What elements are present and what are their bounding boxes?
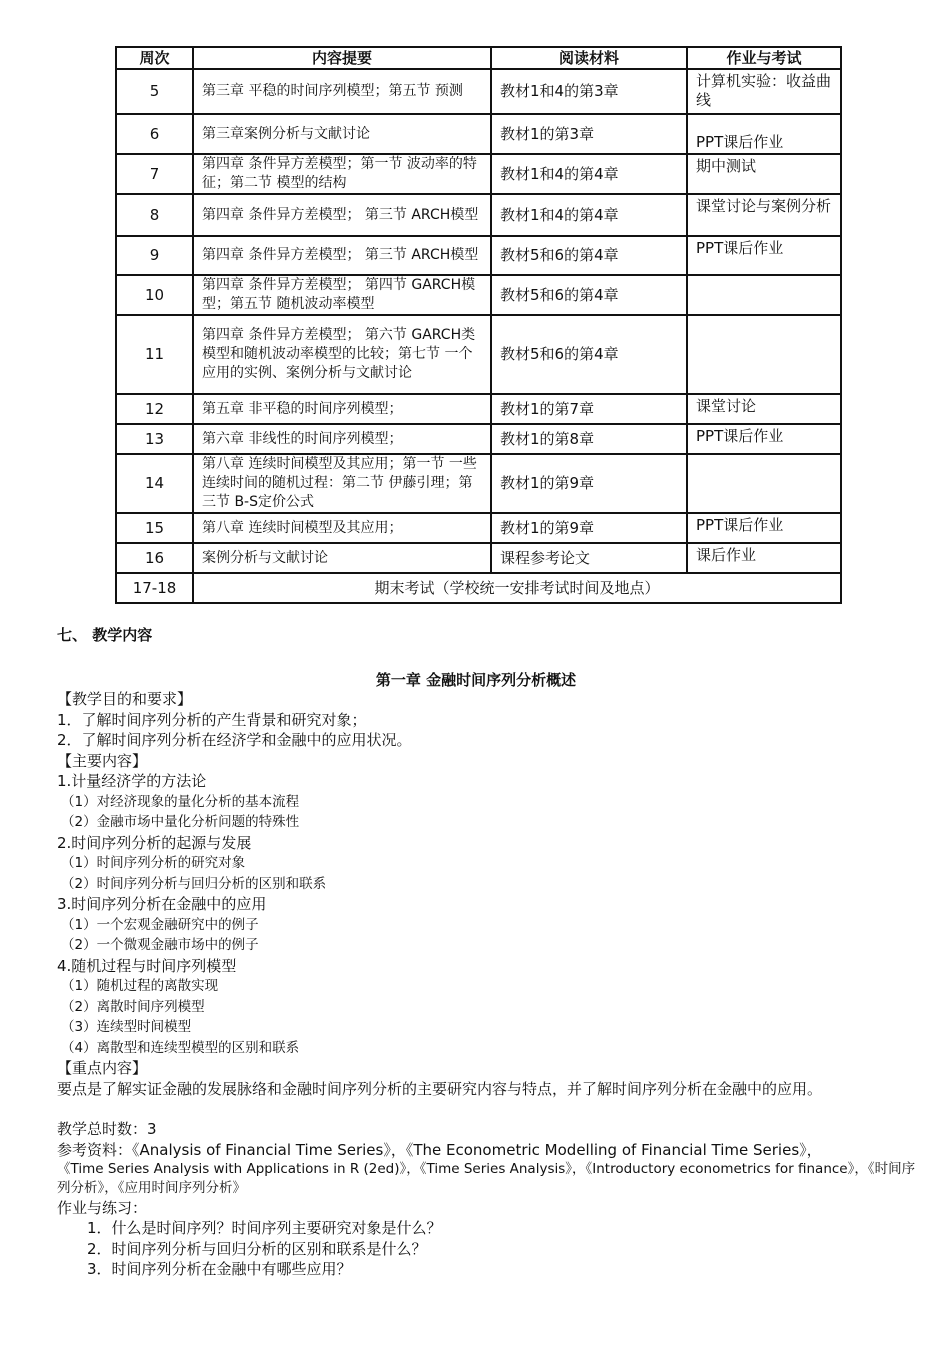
week-cell: 14: [116, 454, 193, 513]
homework-cell: [687, 454, 841, 513]
week-cell: 15: [116, 513, 193, 543]
key-content-text: 要点是了解实证金融的发展脉络和金融时间序列分析的主要研究内容与特点，并了解时间序列分析在金融中的应用。: [57, 1079, 823, 1098]
homework-cell: 期中测试: [687, 154, 841, 194]
objective-item: 2．了解时间序列分析在经济学和金融中的应用状况。: [57, 731, 412, 749]
week-cell: 6: [116, 114, 193, 154]
reading-cell: 教材1的第9章: [491, 454, 687, 513]
homework-cell: [687, 275, 841, 315]
table-row: [116, 543, 841, 573]
content-cell: 第五章 非平稳的时间序列模型；: [193, 394, 491, 424]
table-row: [116, 394, 841, 424]
reading-cell: 教材1和4的第4章: [491, 194, 687, 236]
week-cell: 7: [116, 154, 193, 194]
spacer: [57, 1099, 917, 1119]
content-cell: 第三章案例分析与文献讨论: [193, 114, 491, 154]
content-cell: 第四章 条件异方差模型； 第三节 ARCH模型: [193, 194, 491, 236]
total-hours: 教学总时数：3: [57, 1120, 157, 1138]
reading-cell: 教材1的第3章: [491, 114, 687, 154]
content-cell: 第三章 平稳的时间序列模型；第五节 预测: [193, 69, 491, 114]
table-row: [116, 275, 841, 315]
content-cell: 第四章 条件异方差模型； 第三节 ARCH模型: [193, 236, 491, 275]
main-topic: 4.随机过程与时间序列模型: [57, 956, 237, 975]
content-cell: 案例分析与文献讨论: [193, 543, 491, 573]
objectives-label: 【教学目的和要求】: [57, 690, 193, 708]
homework-cell: PPT课后作业: [687, 236, 841, 275]
exercises-label: 作业与练习：: [57, 1198, 148, 1217]
section-heading: 七、 教学内容: [57, 626, 153, 644]
exercise-item: 1．什么是时间序列？时间序列主要研究对象是什么？: [87, 1219, 442, 1237]
reading-cell: 教材1的第8章: [491, 424, 687, 454]
week-cell: 5: [116, 69, 193, 114]
homework-cell: 课堂讨论: [687, 394, 841, 424]
main-subtopic: （1）一个宏观金融研究中的例子: [61, 916, 259, 933]
week-cell: 10: [116, 275, 193, 315]
final-exam-cell: 期末考试（学校统一安排考试时间及地点）: [193, 573, 841, 603]
content-cell: 第四章 条件异方差模型；第一节 波动率的特征；第二节 模型的结构: [193, 154, 491, 194]
week-cell: 13: [116, 424, 193, 454]
exercise-item: 2．时间序列分析与回归分析的区别和联系是什么？: [87, 1239, 427, 1258]
content-cell: 第八章 连续时间模型及其应用；第一节 一些连续时间的随机过程：第二节 伊藤引理；第三节 B-S定价公式: [193, 454, 491, 513]
reading-cell: 教材1和4的第4章: [491, 154, 687, 194]
homework-cell: 计算机实验：收益曲线: [687, 69, 841, 114]
exercise-item: 3．时间序列分析在金融中有哪些应用？: [87, 1260, 352, 1278]
table-row: [116, 194, 841, 236]
main-subtopic: （1）对经济现象的量化分析的基本流程: [61, 793, 300, 810]
week-cell: 9: [116, 236, 193, 275]
homework-cell: PPT课后作业: [687, 424, 841, 454]
main-subtopic: （2）金融市场中量化分析问题的特殊性: [61, 814, 300, 830]
main-subtopic: （1）随机过程的离散实现: [61, 978, 219, 994]
week-cell: 16: [116, 543, 193, 573]
content-cell: 第四章 条件异方差模型； 第四节 GARCH模型；第五节 随机波动率模型: [193, 275, 491, 315]
main-subtopic: （2）离散时间序列模型: [61, 998, 205, 1015]
header-reading: 阅读材料: [491, 47, 687, 69]
week-cell: 17-18: [116, 573, 193, 603]
table-header-row: [116, 47, 841, 69]
main-topic: 3.时间序列分析在金融中的应用: [57, 895, 267, 913]
main-subtopic: （2）一个微观金融市场中的例子: [61, 937, 259, 953]
homework-cell: 课后作业: [687, 543, 841, 573]
table-row: [116, 424, 841, 454]
table-row-final-exam: [116, 573, 841, 603]
table-row: [116, 69, 841, 114]
table-row: [116, 315, 841, 394]
homework-cell: 课堂讨论与案例分析: [687, 194, 841, 236]
header-homework: 作业与考试: [687, 47, 841, 69]
content-cell: 第四章 条件异方差模型； 第六节 GARCH类模型和随机波动率模型的比较；第七节 一个应用的实例、案例分析与文献讨论: [193, 315, 491, 394]
key-content-label: 【重点内容】: [57, 1059, 148, 1077]
table-row: [116, 454, 841, 513]
main-subtopic: （1）时间序列分析的研究对象: [61, 855, 246, 871]
main-subtopic: （2）时间序列分析与回归分析的区别和联系: [61, 875, 327, 892]
content-cell: 第八章 连续时间模型及其应用；: [193, 513, 491, 543]
week-cell: 11: [116, 315, 193, 394]
references-line: 参考资料：《Analysis of Financial Time Series》，《The Econometric Modelling of Financial Time Series》，: [57, 1140, 822, 1159]
reading-cell: 教材1的第9章: [491, 513, 687, 543]
table-row: [116, 513, 841, 543]
table-row: [116, 236, 841, 275]
table-row: [116, 114, 841, 154]
reading-cell: 教材5和6的第4章: [491, 315, 687, 394]
content-cell: 第六章 非线性的时间序列模型；: [193, 424, 491, 454]
objective-item: 1．了解时间序列分析的产生背景和研究对象；: [57, 710, 367, 729]
main-subtopic: （4）离散型和连续型模型的区别和联系: [61, 1039, 300, 1056]
homework-cell: [687, 315, 841, 394]
schedule-table: [115, 46, 842, 604]
main-subtopic: （3）连续型时间模型: [61, 1019, 192, 1035]
reading-cell: 教材5和6的第4章: [491, 236, 687, 275]
reading-cell: 教材1的第7章: [491, 394, 687, 424]
reading-cell: 课程参考论文: [491, 543, 687, 573]
homework-cell: PPT课后作业: [687, 114, 841, 154]
table-row: [116, 154, 841, 194]
chapter-title: 第一章 金融时间序列分析概述: [375, 671, 577, 689]
header-week: 周次: [116, 47, 193, 69]
week-cell: 12: [116, 394, 193, 424]
week-cell: 8: [116, 194, 193, 236]
homework-cell: PPT课后作业: [687, 513, 841, 543]
references-line: 《Time Series Analysis with Applications in R (2ed)》，《Time Series Analysis》，《Introductory econometrics for finance》，《时间序列分析》，《应用时间序列分析》: [57, 1160, 916, 1196]
header-content: 内容提要: [193, 47, 491, 69]
reading-cell: 教材1和4的第3章: [491, 69, 687, 114]
reading-cell: 教材5和6的第4章: [491, 275, 687, 315]
chapter-body: [57, 689, 917, 1280]
main-topic: 1.计量经济学的方法论: [57, 772, 207, 790]
main-topic: 2.时间序列分析的起源与发展: [57, 833, 252, 852]
main-content-label: 【主要内容】: [57, 751, 148, 770]
